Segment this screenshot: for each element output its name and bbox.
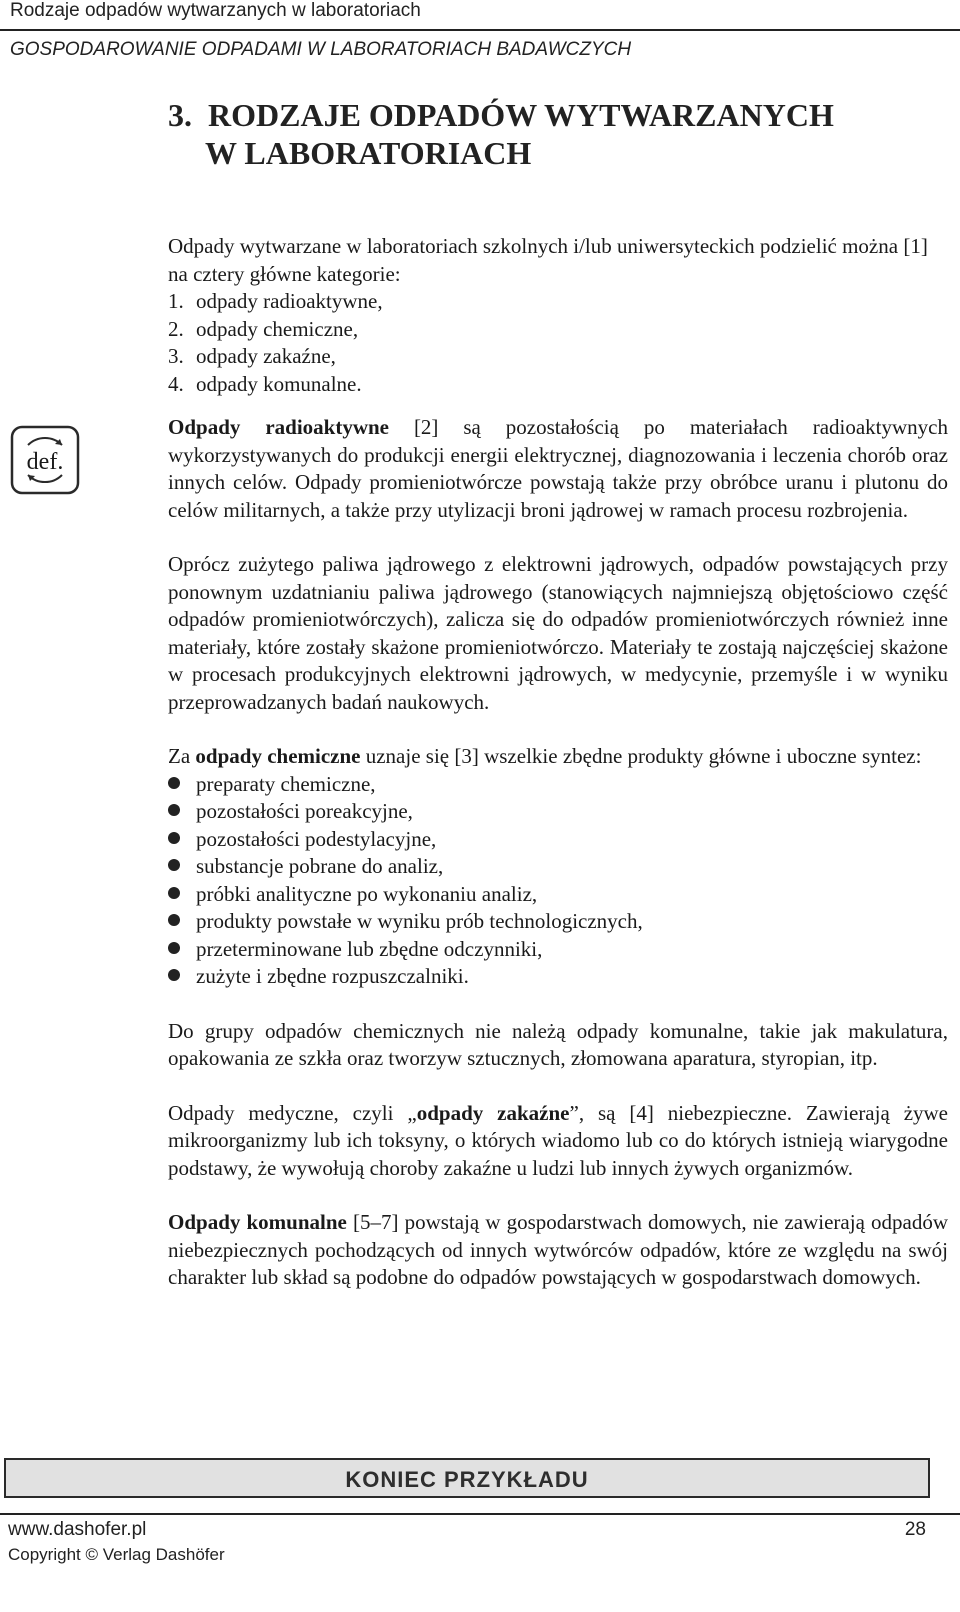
definition-icon: [10, 425, 80, 495]
list-item: próbki analityczne po wykonaniu analiz,: [168, 881, 948, 909]
list-item: 1. odpady radioaktywne,: [168, 289, 383, 313]
list-item: zużyte i zbędne rozpuszczalniki.: [168, 963, 948, 991]
chapter-title: [168, 96, 834, 172]
bullet-icon: [168, 777, 180, 789]
medical-paragraph: Odpady medyczne, czyli „odpady zakaźne”, są [4] niebezpieczne. Zawierają żywe mikroorganizmy lub ich toksyny, o których wiadomo lub co do których istnieją wiarygodne podstawy, że wywołują choroby zakaźne u ludzi lub innych żywych organizmów.: [168, 1100, 949, 1180]
footer-copyright: Copyright © Verlag Dashöfer: [8, 1545, 225, 1564]
bullet-icon: [168, 832, 180, 844]
chemical-paragraph: Za odpady chemiczne uznaje się [3] wszelkie zbędne produkty główne i uboczne syntez:: [168, 744, 922, 768]
bullet-icon: [168, 914, 180, 926]
bullet-icon: [168, 804, 180, 816]
bullet-icon: [168, 942, 180, 954]
list-item: produkty powstałe w wyniku prób technologicznych,: [168, 908, 948, 936]
running-header-title: Rodzaje odpadów wytwarzanych w laboratoriach: [10, 0, 421, 21]
main-content: [168, 233, 948, 1292]
page-number: 28: [904, 1519, 926, 1540]
bullet-icon: [168, 969, 180, 981]
chapter-title-line-1: 3. RODZAJE ODPADÓW WYTWARZANYCH: [168, 97, 834, 133]
footer-website-link[interactable]: www.dashofer.pl: [8, 1519, 147, 1540]
definition-icon-label: def.: [26, 449, 64, 475]
waste-categories-list: [168, 288, 948, 398]
list-item: 2. odpady chemiczne,: [168, 316, 359, 341]
list-item: pozostałości podestylacyjne,: [168, 826, 948, 854]
bullet-icon: [168, 887, 180, 899]
term-radioactive: Odpady radioaktywne: [168, 415, 389, 439]
radioactive-detail-paragraph: Oprócz zużytego paliwa jądrowego z elektrowni jądrowych, odpadów powstających przy ponownym uzdatnianiu paliwa jądrowego (stanowiących najmniejszą objętościowo część odpadów promieniotwórczych), zalicza się do odpadów promieniotwórczych również inne materiały, które zostały skażone promieniotwórczo. Materiały te zostają najczęściej skażone w procesach produkcyjnych elektrowni jądrowych, w medycynie, przemyśle i w wyniku przeprowadzanych badań naukowych.: [168, 552, 948, 714]
list-item: przeterminowane lub zbędne odczynniki,: [168, 936, 948, 964]
term-chemical: odpady chemiczne: [195, 744, 361, 768]
non-chemical-paragraph: Do grupy odpadów chemicznych nie należą odpady komunalne, takie jak makulatura, opakowania ze szkła oraz tworzyw sztucznych, złomowana aparatura, styropian, itp.: [168, 1018, 948, 1070]
list-item: preparaty chemiczne,: [168, 771, 948, 799]
list-item: 4. odpady komunalne.: [168, 371, 362, 396]
chapter-title-line-2: W LABORATORIACH: [205, 135, 532, 171]
term-communal: Odpady komunalne: [168, 1210, 347, 1234]
communal-paragraph: Odpady komunalne [5–7] powstają w gospodarstwach domowych, nie zawierają odpadów niebezpiecznych pochodzących od innych wytwórców odpadów, które ze względu na swój charakter lub skład są podobne do odpadów powstających w gospodarstwach domowych.: [168, 1210, 948, 1289]
header-divider: [0, 29, 960, 31]
list-item: substancje pobrane do analiz,: [168, 853, 948, 881]
intro-paragraph: Odpady wytwarzane w laboratoriach szkolnych i/lub uniwersyteckich podzielić można [1] na cztery główne kategorie:: [168, 234, 928, 286]
running-header-subtitle: GOSPODAROWANIE ODPADAMI W LABORATORIACH BADAWCZYCH: [10, 39, 632, 60]
term-infectious: odpady zakaźne: [416, 1100, 570, 1125]
chemical-waste-list: [168, 771, 948, 991]
radioactive-paragraph: Odpady radioaktywne [2] są pozostałością po materiałach radioaktywnych wykorzystywanych do produkcji energii elektrycznej, diagnozowania i leczenia chorób oraz innych celów. Odpady promieniotwórcze powstają także przy obróbce uranu i plutonu do celów militarnych, a także przy utylizacji broni jądrowej w ramach procesu rozbrojenia.: [168, 415, 949, 522]
end-of-example-banner: [4, 1458, 930, 1498]
bullet-icon: [168, 859, 180, 871]
list-item: pozostałości poreakcyjne,: [168, 798, 948, 826]
list-item: 3. odpady zakaźne,: [168, 344, 336, 368]
footer-divider: [0, 1513, 960, 1515]
end-of-example-label: KONIEC PRZYKŁADU: [345, 1467, 589, 1492]
